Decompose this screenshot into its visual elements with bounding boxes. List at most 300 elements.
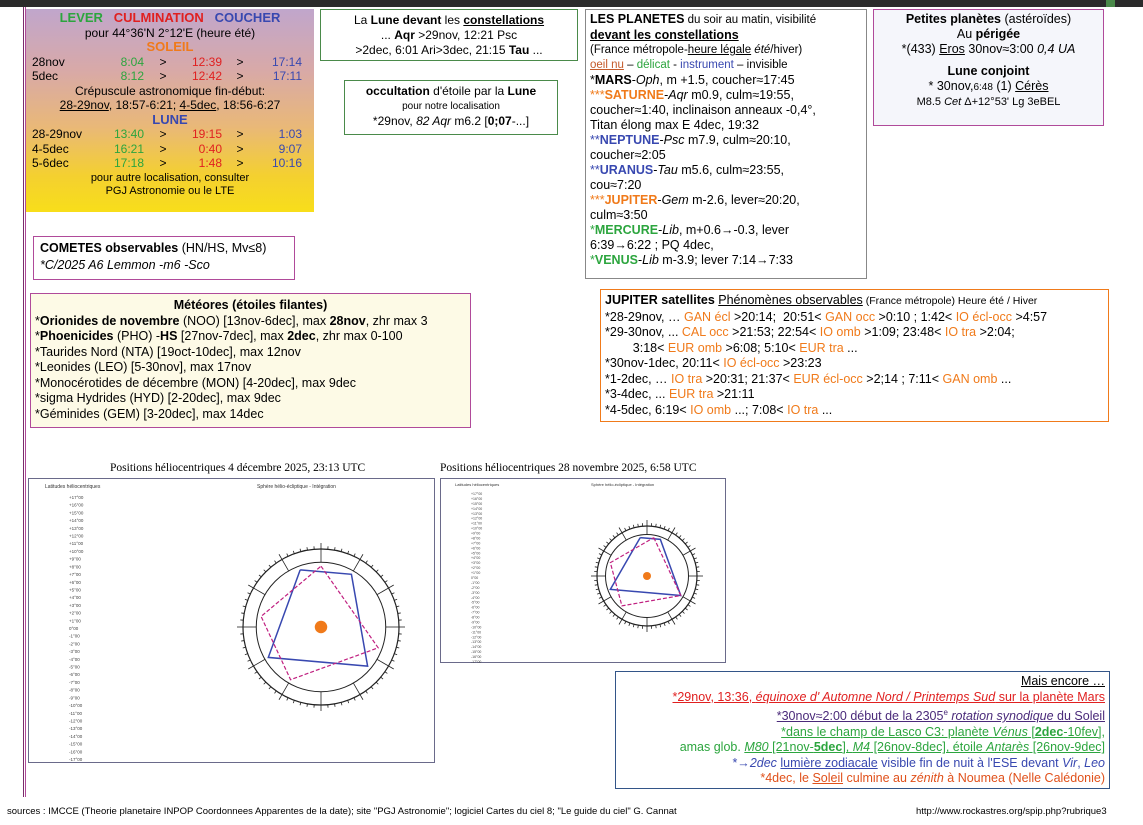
crep-title: Crépuscule astronomique fin-début: xyxy=(74,83,266,98)
planets-subtitle: devant les constellations xyxy=(590,28,739,42)
soleil-sep: > xyxy=(159,69,167,83)
degree-tick xyxy=(348,551,349,554)
jupiter-rows xyxy=(605,310,1104,419)
jup-sat-t2: Phénomènes observables xyxy=(718,293,863,307)
com-l2c: m6 - xyxy=(163,258,189,272)
jupiter-event-text: ... xyxy=(843,340,858,355)
jupiter-line-2: culm≈3:50 xyxy=(590,208,648,222)
meteor-row-1 xyxy=(35,314,466,330)
degree-tick xyxy=(604,546,606,548)
degree-tick xyxy=(248,593,251,594)
pl-leg2: – xyxy=(623,59,637,71)
degree-tick xyxy=(269,565,271,567)
lat-label: -9°00 xyxy=(471,620,480,625)
left-rule xyxy=(23,7,24,797)
degree-tick xyxy=(307,704,308,707)
lat-label: +3°00 xyxy=(69,602,81,608)
sign-divider xyxy=(377,588,388,595)
degree-tick xyxy=(259,677,261,679)
misc-line-5 xyxy=(620,756,1105,772)
degree-tick xyxy=(376,570,378,572)
mer-info: , m+0.6→-0.3, lever xyxy=(678,223,790,237)
sign-divider xyxy=(253,588,264,595)
legend-naked-eye: oeil nu xyxy=(590,59,624,71)
ven-const: Lib xyxy=(642,253,659,267)
sign-divider xyxy=(683,597,690,601)
degree-tick xyxy=(595,567,598,568)
degree-tick xyxy=(638,625,639,628)
jup-c: - xyxy=(657,193,662,207)
soleil-sep: > xyxy=(159,54,167,69)
mais-l3a: *dans le champ de Lasco C3: planète xyxy=(781,724,993,739)
lune-date: 5-6dec xyxy=(32,156,69,170)
degree-tick xyxy=(694,593,697,594)
soleil-sep: > xyxy=(236,54,244,69)
lat-label: -11°00 xyxy=(69,710,82,716)
mais-l3e: -10fev], xyxy=(1063,724,1105,739)
soleil-row xyxy=(26,69,314,84)
ast-ceres: Cérès xyxy=(1015,79,1049,93)
jupiter-event-text: >2;14 ; 7:11< xyxy=(862,371,943,386)
degree-tick xyxy=(696,585,699,586)
degree-tick xyxy=(682,539,684,541)
degree-tick xyxy=(255,672,257,674)
footer-url[interactable]: http://www.rockastres.org/spip.php?rubrique3 xyxy=(916,806,1107,817)
jupiter-event-text: >6:08; 5:10< xyxy=(722,340,800,355)
ast-l6b: Cet xyxy=(944,96,962,108)
jupiter-phenomenon: IO tra xyxy=(944,325,977,339)
lat-label: -3°00 xyxy=(69,649,80,655)
mais-l6b: Soleil xyxy=(812,771,844,786)
misc-events-box xyxy=(615,671,1110,789)
asteroids-title xyxy=(874,12,1103,27)
mais-l5b: 2dec xyxy=(749,755,777,770)
lune-sep: > xyxy=(236,127,244,141)
lune-culm: 0:40 xyxy=(198,141,222,156)
lat-label: +9°00 xyxy=(471,531,481,536)
planet-mercure xyxy=(590,223,862,238)
mais-l5f: Vir xyxy=(1062,755,1078,770)
mais-l5d: lumière zodiacale xyxy=(780,755,878,770)
degree-tick xyxy=(354,698,355,701)
lat-label: +1°00 xyxy=(69,618,81,624)
planet-uranus xyxy=(590,163,862,178)
header-coucher: COUCHER xyxy=(214,10,281,25)
met-r2f: 2dec xyxy=(287,329,316,343)
corner-mark xyxy=(1106,0,1115,7)
neptune-line-2: coucher≈2:05 xyxy=(590,148,666,162)
ven-a: * xyxy=(590,253,595,267)
degree-tick xyxy=(354,554,355,557)
lune-sep: > xyxy=(159,141,167,156)
jupiter-satellites-box xyxy=(600,289,1109,422)
ura-info: m5.6, culm≈23:55, xyxy=(677,163,785,177)
jupiter-event-text: *4-5dec, 6:19< xyxy=(605,402,691,417)
lat-label: +13°00 xyxy=(471,511,483,516)
sign-divider xyxy=(353,559,360,570)
lat-label: -6°00 xyxy=(471,605,480,610)
lat-label: +3°00 xyxy=(471,561,481,566)
met-r2e: [27nov-7dec], max xyxy=(177,329,288,343)
degree-tick xyxy=(248,660,251,661)
lat-label: +2°00 xyxy=(471,566,481,571)
mais-l6a: *4dec, le xyxy=(760,771,813,786)
degree-tick xyxy=(275,561,277,563)
meteor-row-2 xyxy=(35,329,466,345)
degree-tick xyxy=(595,585,598,586)
mais-l6e: à Noumea (Nelle Calédonie) xyxy=(943,771,1105,786)
degree-tick xyxy=(371,565,373,567)
fig1-svg xyxy=(29,479,436,764)
sign-divider xyxy=(622,533,626,540)
jupiter-event-text: >0:10 ; 1:42< xyxy=(875,309,956,324)
degree-tick xyxy=(679,535,681,537)
lat-label: -7°00 xyxy=(69,679,80,685)
degree-tick xyxy=(690,548,695,551)
degree-tick xyxy=(264,570,266,572)
pl-t4a: (France métropole- xyxy=(590,44,688,56)
jupiter-event-row xyxy=(605,387,1104,403)
lat-label: -12°00 xyxy=(69,718,83,724)
lc-l2c: >29nov, 12:21 Psc xyxy=(414,28,518,42)
lat-label: +6°00 xyxy=(471,546,481,551)
sign-divider xyxy=(253,659,264,666)
lat-label: -16°00 xyxy=(69,749,83,755)
lat-label: +4°00 xyxy=(69,595,81,601)
mer-const: Lib xyxy=(662,223,679,237)
occultation-box xyxy=(344,80,558,135)
lat-label: +14°00 xyxy=(69,518,84,524)
lc-text-4: constellations xyxy=(463,13,545,27)
fig-left-title: Latitudes héliocentriques xyxy=(455,482,500,487)
lune-const-line-2 xyxy=(321,28,577,43)
degree-tick xyxy=(392,593,395,594)
jupiter-event-text: *28-29nov, … xyxy=(605,309,684,324)
lat-label: +17°00 xyxy=(69,495,84,500)
ephemeris-panel xyxy=(26,9,314,212)
degree-tick xyxy=(597,593,600,594)
degree-tick xyxy=(629,623,630,626)
jup-sat-t3: (France métropole) Heure été / Hiver xyxy=(862,295,1038,307)
planet-mars xyxy=(590,73,862,88)
soleil-lever: 8:04 xyxy=(120,54,144,69)
mais-l1a: *29nov, 13:36, xyxy=(672,689,756,704)
mars-c: - xyxy=(631,73,636,87)
degree-tick xyxy=(617,617,619,619)
mer-name: MERCURE xyxy=(594,223,659,237)
lat-label: -12°00 xyxy=(471,635,482,640)
lune-culm: 1:48 xyxy=(198,156,222,170)
lune-sep: > xyxy=(236,156,244,170)
lat-label: +16°00 xyxy=(471,496,483,501)
lat-label: -8°00 xyxy=(69,687,80,693)
degree-tick xyxy=(597,558,600,559)
soleil-title: SOLEIL xyxy=(146,39,194,54)
lune-coucher: 1:03 xyxy=(278,127,302,141)
degree-tick xyxy=(690,601,695,604)
mais-l4b: M80 xyxy=(744,740,769,755)
degree-tick xyxy=(241,641,244,642)
fig-left-title: Latitudes héliocentriques xyxy=(45,484,101,490)
lat-label: +15°00 xyxy=(471,501,483,506)
degree-tick xyxy=(696,567,699,568)
lune-title: LUNE xyxy=(152,111,188,127)
degree-tick xyxy=(248,666,253,669)
met-r2b: Phoenicides xyxy=(39,329,114,343)
jupiter-event-text: >23:23 xyxy=(779,356,822,370)
degree-tick xyxy=(685,542,687,544)
lat-label: -8°00 xyxy=(471,615,480,620)
jup-a: *** xyxy=(590,193,605,207)
fig1-caption: Positions héliocentriques 4 décembre 2025, 23:13 UTC xyxy=(110,462,366,474)
degree-tick xyxy=(625,621,626,624)
lat-label: +15°00 xyxy=(69,510,84,516)
lat-label: +7°00 xyxy=(69,572,81,578)
degree-tick xyxy=(599,554,602,555)
ast-l3d: 0,4 UA xyxy=(1037,42,1076,56)
jupiter-event-row xyxy=(605,341,1104,357)
ast-t4: périgée xyxy=(975,27,1021,41)
lc-l3c: ... xyxy=(529,43,543,57)
jupiter-event-text: *1-2dec, … xyxy=(605,371,672,386)
comets-title xyxy=(40,240,288,257)
mais-l6c: culmine au xyxy=(843,771,911,786)
com-l2d: Sco xyxy=(188,258,210,272)
sat-name: SATURNE xyxy=(604,88,665,102)
lat-label: -4°00 xyxy=(471,595,480,600)
lat-label: -5°00 xyxy=(471,600,480,605)
lat-label: -14°00 xyxy=(471,645,482,650)
ast-t1: Petites planètes xyxy=(905,12,1001,26)
lune-const-title xyxy=(321,13,577,28)
lat-label: +10°00 xyxy=(471,526,483,531)
jupiter-event-text: >21:11 xyxy=(713,387,755,401)
ast-l5b: 6:48 xyxy=(973,82,993,93)
mars-const: Oph xyxy=(635,73,660,87)
lune-coucher: 9:07 xyxy=(278,141,302,156)
lc-l2b: Aqr xyxy=(394,28,415,42)
lat-label: +9°00 xyxy=(69,556,81,562)
ast-l5c: (1) xyxy=(992,79,1016,93)
lune-date: 4-5dec xyxy=(32,141,69,156)
degree-tick xyxy=(682,611,684,613)
degree-tick xyxy=(638,524,639,527)
jupiter-event-text: >20:31; 21:37< xyxy=(702,371,794,386)
lune-sep: > xyxy=(159,156,167,170)
jupiter-event-text: ...; 7:08< xyxy=(731,402,788,417)
degree-tick xyxy=(241,613,244,614)
mer-c: - xyxy=(658,223,663,237)
misc-line-6 xyxy=(620,771,1105,787)
lc-text-1: La xyxy=(353,13,371,27)
comet-line xyxy=(40,257,288,274)
degree-tick xyxy=(679,614,681,616)
jupiter-title xyxy=(605,293,1104,310)
lat-label: 0°00 xyxy=(69,626,79,631)
met-r1e: , zhr max 3 xyxy=(365,313,428,328)
jupiter-phenomenon: IO omb xyxy=(819,325,861,339)
fig2-chart xyxy=(440,478,726,663)
lat-label: +11°00 xyxy=(471,521,482,526)
degree-tick xyxy=(366,691,368,693)
lat-label: +5°00 xyxy=(471,551,481,556)
sat-c: - xyxy=(664,88,669,102)
mais-l5g: , xyxy=(1077,755,1085,770)
lat-label: -6°00 xyxy=(69,672,80,678)
mais-l2sup: e xyxy=(943,708,948,717)
pl-leg4: - xyxy=(669,59,681,71)
degree-tick xyxy=(348,700,349,703)
degree-tick xyxy=(694,558,697,559)
ast-l6a: M8.5 xyxy=(916,96,945,108)
jupiter-event-row xyxy=(605,356,1104,372)
com-l2a: * xyxy=(40,258,45,272)
lune-lever: 17:18 xyxy=(113,156,144,170)
com-t2: (HN/HS, Mv≤8) xyxy=(178,241,267,255)
lat-label: -11°00 xyxy=(471,630,482,635)
mais-l1b: équinoxe d' Automne Nord / Printemps Sud xyxy=(755,689,996,704)
degree-tick xyxy=(376,682,378,684)
lat-label: +1°00 xyxy=(471,571,481,576)
occ-t3: Lune xyxy=(507,84,537,98)
com-t1: COMETES observables xyxy=(40,241,179,255)
ast-t3: Au xyxy=(956,27,976,41)
header-culm: CULMINATION xyxy=(113,10,204,25)
lat-label: +12°00 xyxy=(471,516,483,521)
met-r1b: Orionides de novembre xyxy=(39,313,180,328)
mais-l5h: Leo xyxy=(1084,755,1105,770)
header-lever: LEVER xyxy=(59,10,103,25)
degree-tick xyxy=(604,605,606,607)
sat-a: *** xyxy=(590,88,605,102)
degree-tick xyxy=(619,528,622,533)
sign-divider xyxy=(377,659,388,666)
degree-tick xyxy=(606,542,608,544)
sat-info: m0.9, culm≈19:55, xyxy=(687,88,794,102)
degree-tick xyxy=(385,672,387,674)
degree-tick xyxy=(245,654,248,655)
soleil-sep: > xyxy=(236,69,244,83)
occ-t2: d'étoile par la xyxy=(429,84,508,98)
planets-legend xyxy=(590,58,862,73)
soleil-coucher: 17:14 xyxy=(271,54,302,69)
soleil-rows xyxy=(26,55,314,84)
lune-const-line-3 xyxy=(321,43,577,58)
degree-tick xyxy=(599,548,604,551)
mais-l4d: 5dec xyxy=(813,740,843,755)
met-r1c: (NOO) [13nov-6dec], max xyxy=(179,313,330,328)
lat-label: +10°00 xyxy=(69,548,84,554)
crep-date-2: 4-5dec xyxy=(179,98,217,112)
degree-tick xyxy=(394,599,397,600)
lune-date: 28-29nov xyxy=(32,127,83,141)
degree-tick xyxy=(259,575,261,577)
sign-divider xyxy=(668,533,672,540)
misc-line-4 xyxy=(620,740,1105,756)
lat-label: -1°00 xyxy=(69,633,80,639)
mais-l2b: rotation synodique xyxy=(947,709,1054,724)
crep-value-1: , 18:57-6:21; xyxy=(108,98,180,112)
jupiter-phenomenon: GAN occ xyxy=(825,309,876,324)
jupiter-phenomenon: GAN écl xyxy=(683,309,731,324)
planets-region xyxy=(590,43,862,58)
sat-const: Aqr xyxy=(668,88,688,102)
legend-instrument: instrument xyxy=(680,59,734,71)
jupiter-event-row xyxy=(605,325,1104,341)
mais-l4i: [26nov-9dec] xyxy=(1029,740,1105,755)
jupiter-phenomenon: CAL occ xyxy=(681,325,729,339)
planets-box xyxy=(585,9,867,279)
asteroids-box xyxy=(873,9,1104,126)
lat-label: 0°00 xyxy=(471,576,479,580)
jupiter-event-text: >21:53; 22:54< xyxy=(728,325,820,339)
lat-label: -2°00 xyxy=(471,585,480,590)
lune-sep: > xyxy=(236,141,244,156)
degree-tick xyxy=(279,554,282,559)
jupiter-phenomenon: EUR tra xyxy=(799,340,844,355)
soleil-coucher: 17:11 xyxy=(272,69,302,83)
lat-label: -10°00 xyxy=(69,703,83,709)
fig-right-title: Sphère hélio-écliptique - Intégration xyxy=(591,482,655,487)
jup-const: Gem xyxy=(661,193,689,207)
jupiter-phenomenon: IO écl-occ xyxy=(955,309,1012,324)
meteors-box xyxy=(30,293,471,428)
degree-tick xyxy=(599,597,602,598)
sun-icon xyxy=(315,621,327,633)
degree-tick xyxy=(692,597,695,598)
legend-delicate: délicat xyxy=(636,59,670,71)
lat-label: -5°00 xyxy=(69,664,80,670)
degree-tick xyxy=(371,687,373,689)
lune-row xyxy=(26,142,314,157)
sign-divider xyxy=(683,551,690,555)
mais-l4c: [21nov- xyxy=(768,740,814,755)
degree-tick xyxy=(610,611,612,613)
com-l2b: C/2025 A6 Lemmon - xyxy=(44,258,164,272)
lat-label: +8°00 xyxy=(69,564,81,570)
footer-sources: sources : IMCCE (Theorie planetaire INPOP Coordonnees Apparentes de la date); site "PGJ Astronomie"; logiciel Cartes du ciel 8; "Le guide du ciel" G. Cannat xyxy=(7,806,677,817)
lat-label: -17°00 xyxy=(69,757,83,762)
ura-c: - xyxy=(653,163,658,177)
nep-a: ** xyxy=(590,133,600,147)
degree-tick xyxy=(656,524,657,527)
mais-l1c: sur la planète Mars xyxy=(995,689,1105,704)
lune-sep: > xyxy=(159,127,167,141)
nep-c: - xyxy=(659,133,664,147)
planet-jupiter xyxy=(590,193,862,208)
jupiter-event-text: 3:18< xyxy=(605,340,668,355)
fig1-chart xyxy=(28,478,435,763)
jupiter-event-row xyxy=(605,372,1104,388)
soleil-date: 28nov xyxy=(32,54,65,69)
jupiter-event-text: >20:14; 20:51< xyxy=(730,309,826,324)
lat-label: -3°00 xyxy=(471,590,480,595)
mais-l5a: *→ xyxy=(732,755,750,770)
eros-line xyxy=(874,42,1103,57)
lune-rows xyxy=(26,127,314,171)
occ-l3d: 0;07 xyxy=(487,114,512,128)
lat-label: +8°00 xyxy=(471,536,481,541)
degree-tick xyxy=(688,605,690,607)
soleil-culm: 12:39 xyxy=(191,54,222,69)
mais-l4h: Antarès xyxy=(986,740,1030,755)
degree-tick xyxy=(381,575,383,577)
lat-label: -10°00 xyxy=(471,625,482,630)
perigee-line xyxy=(874,27,1103,42)
jupiter-event-text: *29-30nov, ... xyxy=(605,325,682,339)
degree-tick xyxy=(599,601,604,604)
jupiter-event-text: >2:04; xyxy=(976,325,1015,339)
